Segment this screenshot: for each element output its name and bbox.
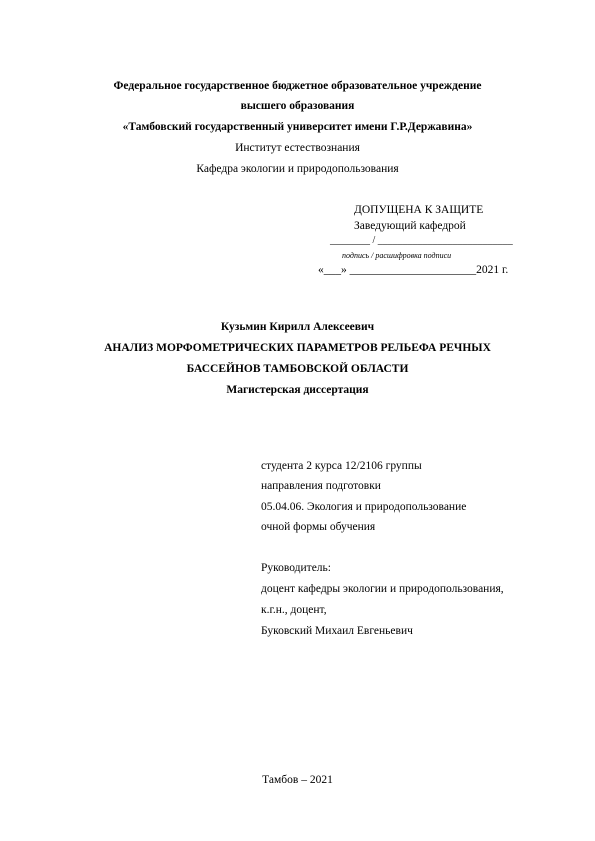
date-month-blank: ______________________ (349, 264, 477, 276)
student-course: студента 2 курса 12/2106 группы (261, 460, 422, 472)
supervisor-name: Буковский Михаил Евгеньевич (261, 625, 413, 637)
university-name: «Тамбовский государственный университет имени Г.Р.Державина» (122, 121, 473, 133)
signature-slash: / (372, 235, 376, 246)
student-study-form: очной формы обучения (261, 521, 376, 533)
organization-line-2: высшего образования (240, 100, 355, 112)
department-name: Кафедра экологии и природопользования (196, 163, 399, 175)
signature-blank: ________ (330, 235, 370, 246)
organization-line-1: Федеральное государственное бюджетное образовательное учреждение (113, 80, 482, 92)
thesis-type: Магистерская диссертация (226, 384, 369, 396)
institute-name: Институт естествознания (235, 142, 360, 154)
approval-head: Заведующий кафедрой (354, 220, 466, 232)
approval-title: ДОПУЩЕНА К ЗАЩИТЕ (354, 204, 484, 216)
city-year: Тамбов – 2021 (262, 774, 333, 786)
date-year: 2021 г. (476, 264, 509, 276)
author-name: Кузьмин Кирилл Алексеевич (220, 321, 375, 333)
student-direction-code: 05.04.06. Экология и природопользование (261, 501, 467, 513)
supervisor-label: Руководитель: (261, 562, 331, 574)
signature-name-blank: ___________________________ (377, 235, 513, 246)
student-direction-label: направления подготовки (261, 480, 381, 492)
thesis-title-line-2: БАССЕЙНОВ ТАМБОВСКОЙ ОБЛАСТИ (186, 363, 409, 375)
date-close-quote: » (341, 264, 347, 276)
supervisor-degree: к.г.н., доцент, (261, 604, 327, 616)
thesis-title-line-1: АНАЛИЗ МОРФОМЕТРИЧЕСКИХ ПАРАМЕТРОВ РЕЛЬЕФА РЕЧНЫХ (104, 342, 491, 354)
supervisor-position: доцент кафедры экологии и природопользования, (261, 583, 504, 595)
date-day-blank: ___ (323, 264, 341, 276)
approval-date (318, 263, 508, 277)
date-open-quote: « (318, 264, 324, 276)
signature-line (330, 234, 513, 248)
signature-caption: подпись / расшифровка подписи (342, 251, 452, 260)
